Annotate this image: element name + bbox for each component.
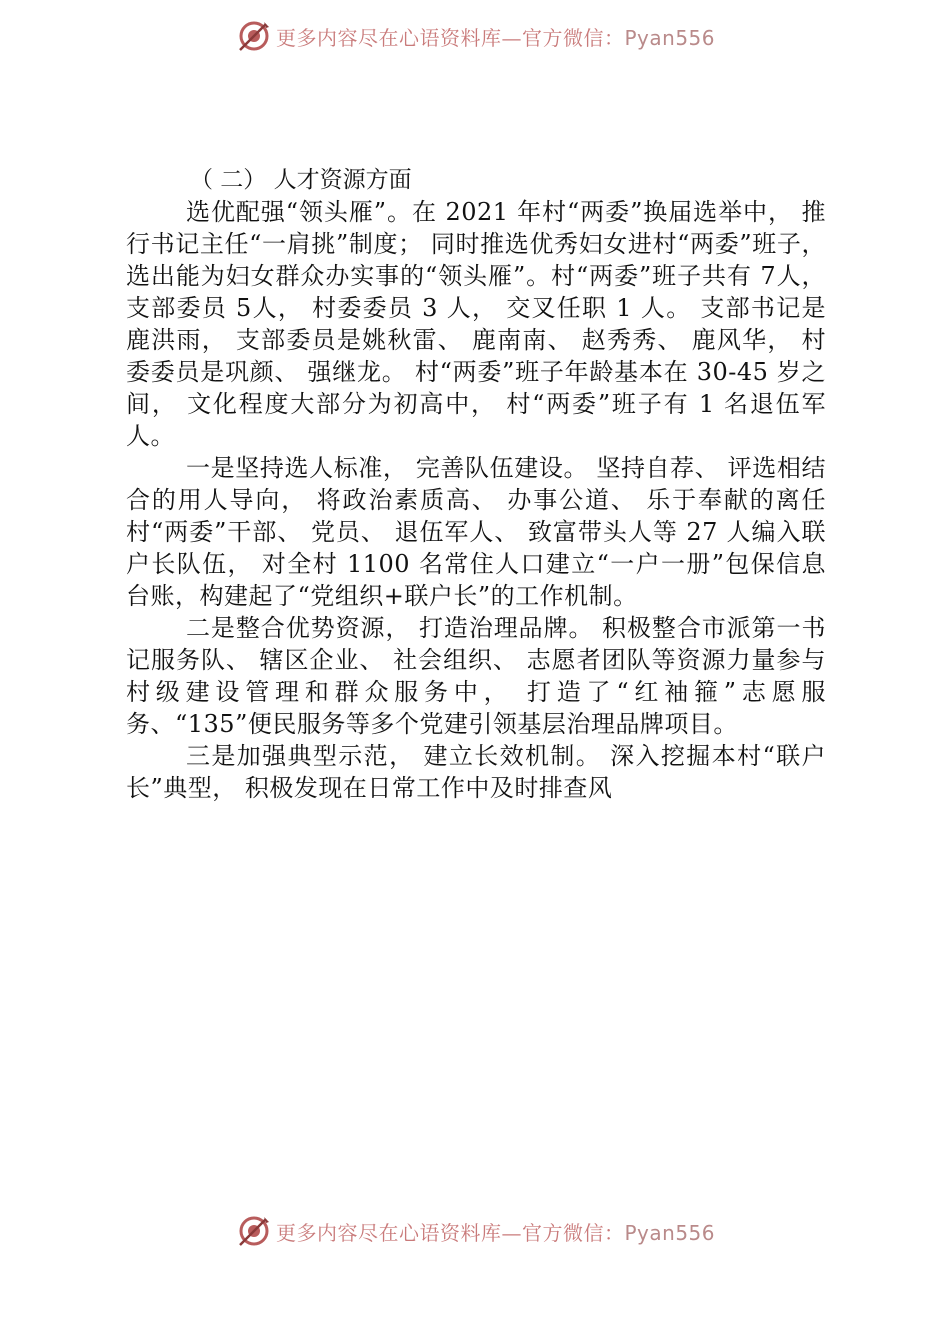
- pen-seal-icon: [236, 18, 272, 54]
- section-heading: （ 二） 人才资源方面: [190, 167, 412, 193]
- paragraph-leaders: 选优配强“领头雁”。在 2021 年村“两委”换届选举中， 推行书记主任“一肩挑”制度； 同时推选优秀妇女进村“两委”班子， 选出能为妇女群众办实事的“领头雁”。村“两委”班子共有 7人， 支部委员 5人， 村委委员 3 人， 交叉任职 1 人。 支部书记是鹿洪雨， 支部委员是姚秋雷、 鹿南南、 赵秀秀、 鹿风华， 村委委员是巩颜、 强继龙。 村“两委”班子年龄基本在 30-45 岁之间， 文化程度大部分为初高中， 村“两委”班子有 1 名退伍军人。: [126, 198, 826, 450]
- paragraph-selection-standard: 一是坚持选人标准， 完善队伍建设。 坚持自荐、 评选相结合的用人导向， 将政治素质高、 办事公道、 乐于奉献的离任村“两委”干部、 党员、 退伍军人、 致富带头人等 27 人编入联户长队伍， 对全村 1100 名常住人口建立“一户一册”包保信息台账，构建起了“党组织+联户长”的工作机制。: [126, 454, 826, 610]
- watermark-wechat-id: Pyan556: [624, 25, 716, 50]
- document-body: [126, 164, 826, 804]
- watermark-text: 更多内容尽在心语资料库—官方微信：Pyan556: [276, 25, 716, 50]
- watermark-text: 更多内容尽在心语资料库—官方微信：Pyan556: [276, 1220, 716, 1245]
- footer-watermark: [236, 1211, 715, 1251]
- paragraph-integrate-resources: 二是整合优势资源， 打造治理品牌。 积极整合市派第一书记服务队、 辖区企业、 社会组织、 志愿者团队等资源力量参与村级建设管理和群众服务中， 打造了“红袖箍”志愿服务、“135”便民服务等多个党建引领基层治理品牌项目。: [126, 614, 826, 738]
- paragraph-typical-demonstration: 三是加强典型示范， 建立长效机制。 深入挖掘本村“联户长”典型， 积极发现在日常工作中及时排查风: [126, 742, 826, 802]
- watermark-wechat-id: Pyan556: [624, 1220, 716, 1245]
- pen-seal-icon: [236, 1213, 272, 1249]
- header-watermark: [236, 16, 715, 56]
